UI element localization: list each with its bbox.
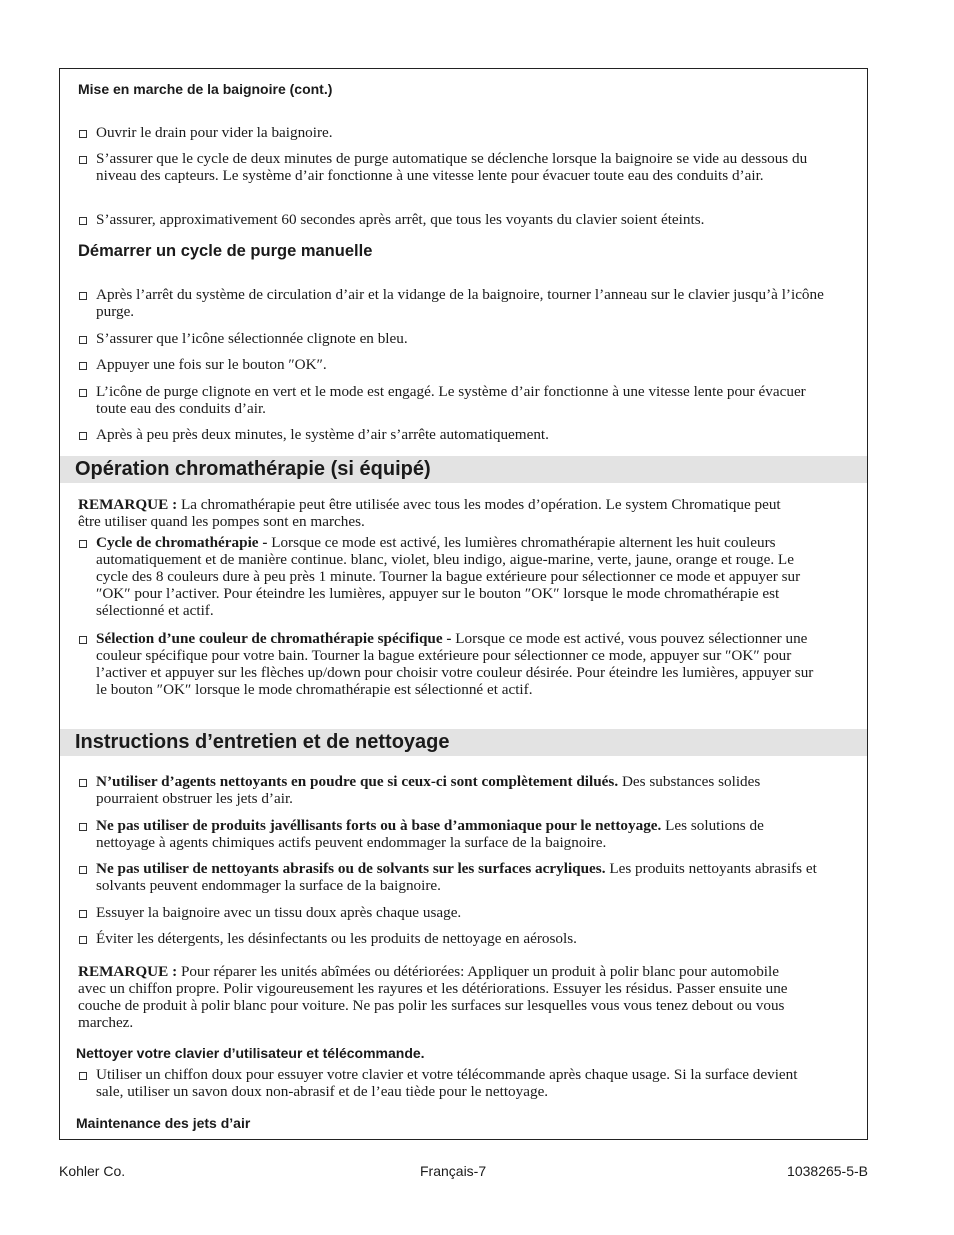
list-item: Éviter les détergents, les désinfectants ou les produits de nettoyage en aérosols. <box>78 930 824 947</box>
list-item: S’assurer que le cycle de deux minutes de purge automatique se déclenche lorsque la baignoire se vide au dessous du niveau des capteurs. Le système d’air fonctionne à une vitesse lente pour évacuer toute eau des conduits d’air. <box>78 150 824 184</box>
note-repair <box>78 963 806 1031</box>
list-item: S’assurer que l’icône sélectionnée clignote en bleu. <box>78 330 824 347</box>
section-title-maintenance: Instructions d’entretien et de nettoyage <box>75 731 450 753</box>
checkbox-bullet-icon <box>79 779 87 787</box>
list-item: Ne pas utiliser de produits javéllisants forts ou à base d’ammoniaque pour le nettoyage. Les solutions de nettoyage à agents chimiques actifs peuvent endommager la surface de la baignoire. <box>78 817 824 851</box>
list-item: N’utiliser d’agents nettoyants en poudre que si ceux-ci sont complètement dilués. Des substances solides pourraient obstruer les jets d’air. <box>78 773 824 807</box>
list-item: Cycle de chromathérapie - Lorsque ce mode est activé, les lumières chromathérapie alternent les huit couleurs automatiquement et de manière continue. blanc, violet, bleu indigo, aigue-marine, verte, jaune, orange et rouge. Le cycle des 8 couleurs dure à peu près 1 minute. Tourner la bague extérieure pour sélectionner ce mode et appuyer sur ″OK″ pour l’activer. Pour éteindre les lumières, appuyer sur le bouton ″OK″ lorsque le mode chromathérapie est sélectionné et actif. <box>78 534 824 619</box>
page-frame <box>59 68 868 1140</box>
checkbox-bullet-icon <box>79 389 87 397</box>
section-heading-manual-purge: Démarrer un cycle de purge manuelle <box>78 242 373 260</box>
note-text: La chromathérapie peut être utilisée avec tous les modes d’opération. Le system Chromatique peut être utiliser quand les pompes sont en marches. <box>78 496 781 530</box>
footer-document-code: 1038265-5-B <box>787 1163 868 1179</box>
list-item: Appuyer une fois sur le bouton ″OK″. <box>78 356 824 373</box>
list-item: Utiliser un chiffon doux pour essuyer votre clavier et votre télécommande après chaque usage. Si la surface devient sale, utiliser un savon doux non-abrasif et de l’eau tiède pour le nettoyage. <box>78 1066 824 1100</box>
checkbox-bullet-icon <box>79 130 87 138</box>
list-item: Essuyer la baignoire avec un tissu doux après chaque usage. <box>78 904 824 921</box>
checkbox-bullet-icon <box>79 910 87 918</box>
checkbox-bullet-icon <box>79 292 87 300</box>
section-heading-air-jets: Maintenance des jets d’air <box>76 1115 251 1131</box>
list-item: Ne pas utiliser de nettoyants abrasifs ou de solvants sur les surfaces acryliques. Les produits nettoyants abrasifs et solvants peuvent endommager la surface de la baignoire. <box>78 860 824 894</box>
list-item: Ouvrir le drain pour vider la baignoire. <box>78 124 824 141</box>
checkbox-bullet-icon <box>79 217 87 225</box>
footer-company: Kohler Co. <box>59 1163 126 1179</box>
list-item: L’icône de purge clignote en vert et le mode est engagé. Le système d’air fonctionne à une vitesse lente pour évacuer toute eau des conduits d’air. <box>78 383 824 417</box>
list-item: S’assurer, approximativement 60 secondes après arrêt, que tous les voyants du clavier soient éteints. <box>78 211 824 228</box>
section-heading-keypad: Nettoyer votre clavier d’utilisateur et télécommande. <box>76 1045 425 1061</box>
footer-page-number: Français-7 <box>420 1163 487 1179</box>
checkbox-bullet-icon <box>79 336 87 344</box>
checkbox-bullet-icon <box>79 432 87 440</box>
checkbox-bullet-icon <box>79 866 87 874</box>
note-chromatherapy <box>78 496 806 530</box>
list-item: Après à peu près deux minutes, le système d’air s’arrête automatiquement. <box>78 426 824 443</box>
section-heading-startup-cont: Mise en marche de la baignoire (cont.) <box>78 81 333 97</box>
checkbox-bullet-icon <box>79 1072 87 1080</box>
list-item: Sélection d’une couleur de chromathérapie spécifique - Lorsque ce mode est activé, vous pouvez sélectionner une couleur spécifique pour votre bain. Tourner la bague extérieure pour sélectionner ce mode, appuyer sur ″OK″ pour l’activer et appuyer sur les flèches up/down pour choisir votre couleur désirée. Pour éteindre les lumières, appuyer sur le bouton ″OK″ lorsque le mode chromathérapie est sélectionné et actif. <box>78 630 824 698</box>
checkbox-bullet-icon <box>79 156 87 164</box>
note-label: REMARQUE : <box>78 963 178 980</box>
checkbox-bullet-icon <box>79 823 87 831</box>
section-band-maintenance <box>60 729 867 756</box>
section-title-chromatherapy: Opération chromathérapie (si équipé) <box>75 458 431 480</box>
note-text: Pour réparer les unités abîmées ou détériorées: Appliquer un produit à polir blanc pour automobile avec un chiffon propre. Polir vigoureusement les rayures et les détériorations. Essuyer les résidus. Passer ensuite une couche de produit à polir blanc pour voiture. Ne pas polir les surfaces sur lesquelles vous vous tenez debout ou vous marchez. <box>78 963 788 1031</box>
note-label: REMARQUE : <box>78 496 178 513</box>
checkbox-bullet-icon <box>79 636 87 644</box>
checkbox-bullet-icon <box>79 540 87 548</box>
checkbox-bullet-icon <box>79 362 87 370</box>
checkbox-bullet-icon <box>79 936 87 944</box>
list-item: Après l’arrêt du système de circulation d’air et la vidange de la baignoire, tourner l’anneau sur le clavier jusqu’à l’icône purge. <box>78 286 824 320</box>
section-band-chromatherapy <box>60 456 867 483</box>
